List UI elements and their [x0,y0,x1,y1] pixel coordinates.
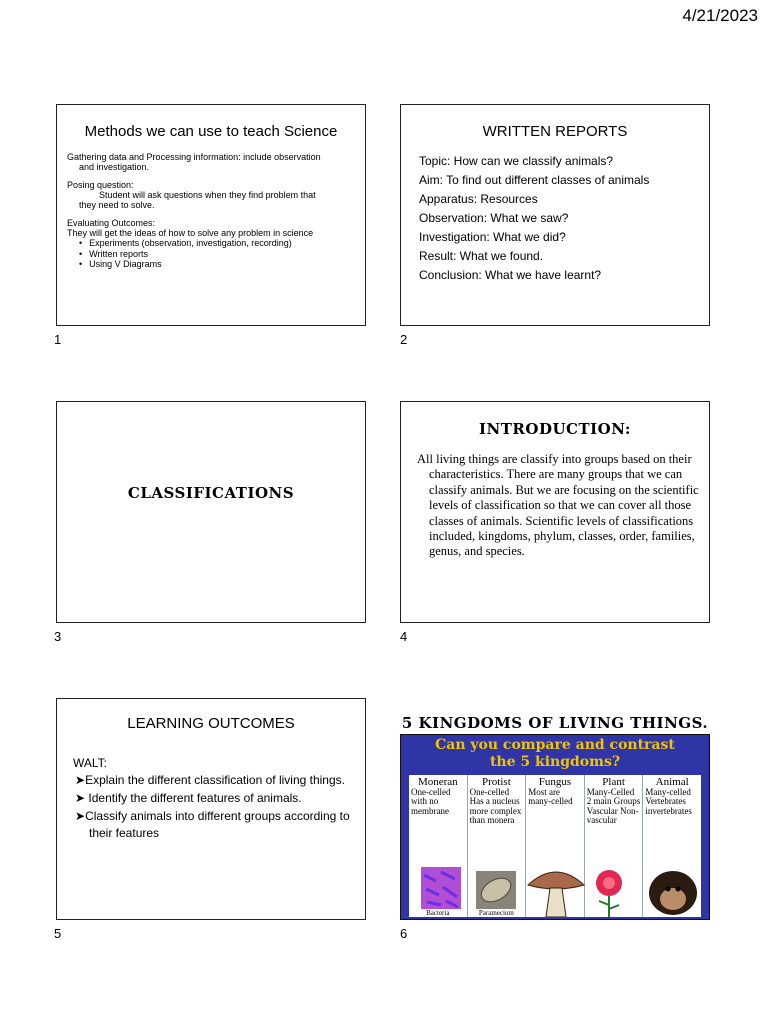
kingdom-desc: Most are many-celled [528,787,573,807]
slide-1-text: Gathering data and Processing information: include observation [67,152,321,162]
slide-6-five-kingdoms [400,698,710,920]
kingdoms-table [409,775,701,917]
kingdom-name: Protist [482,776,511,788]
slide-4-title: INTRODUCTION: [479,420,631,438]
slide-1-text: Posing question: [67,179,134,190]
kingdom-column [409,775,468,917]
kingdoms-panel [400,734,710,920]
question-line: the 5 kingdoms? [489,753,621,770]
kingdom-desc: Many-celled Vertebrates invertebrates [645,787,692,816]
kingdom-column [526,775,585,917]
mushroom-image [526,863,586,917]
chimpanzee-image [645,867,701,917]
slide-2-written-reports [400,104,710,326]
print-date: 4/21/2023 [682,6,758,25]
report-row: Conclusion: What we have learnt? [419,268,602,282]
outcome-text: Classify animals into different groups according to their features [85,809,350,840]
kingdom-name: Animal [655,776,689,788]
flower-image [589,867,629,917]
slide-4-introduction [400,401,710,623]
image-caption: Bacteria [426,909,450,917]
question-text [401,737,709,771]
page-number: 3 [54,629,62,644]
slide-1-body [57,140,365,269]
kingdom-desc: One-celled Has a nucleus more complex than monera [469,787,522,826]
page-number: 4 [400,629,408,644]
slide-1-bullets [67,238,355,269]
report-row: Observation: What we saw? [419,211,569,225]
outcome-list [57,770,365,841]
kingdom-name: Moneran [417,776,458,788]
page-number: 2 [400,332,408,347]
paramecium-image [476,871,516,909]
outcome-text: Explain the different classification of living things. [85,773,345,787]
outcome-item [73,772,357,788]
outcome-item [73,808,357,840]
slide-3-title: CLASSIFICATIONS [127,484,295,502]
image-caption: Paramecium [478,909,514,917]
slide-4-paragraph: All living things are classify into groups based on their characteristics. There are many groups that we can classify animals. But we are focusing on the scientific levels of classification so that we can cover all those classes of animals. Scientific levels of classifications included, kingdoms, phylum, classes, order, families, genus, and species. [417,452,699,559]
kingdom-desc: Many-Celled 2 main Groups Vascular Non-vascular [586,787,641,826]
arrow-bullet-icon: ➤ [75,809,86,824]
kingdom-desc: One-celled with no membrane [411,787,451,816]
bullet-item: • Experiments (observation, investigation, recording) [79,238,355,248]
slide-1-methods [56,104,366,326]
question-line: Can you compare and contrast [435,737,675,753]
kingdom-column [468,775,527,917]
walt-label: WALT: [73,756,108,770]
kingdom-column [643,775,701,917]
outcome-text: Identify the different features of animals. [88,791,302,806]
slide-1-text: Evaluating Outcomes: [67,217,156,228]
slide-1-title: Methods we can use to teach Science [84,123,338,140]
arrow-bullet-icon: ➤ [75,791,86,806]
slide-2-list [401,140,709,282]
bacteria-image [421,867,461,909]
slide-6-title: 5 KINGDOMS OF LIVING THINGS. [401,714,709,732]
slide-3-classifications [56,401,366,623]
kingdom-name: Fungus [538,776,572,788]
slide-5-learning-outcomes [56,698,366,920]
outcome-item [73,790,357,806]
page-number: 1 [54,332,62,347]
slide-1-text: Student will ask questions when they find problem that [99,190,316,201]
slide-1-text: and investigation. [79,162,150,173]
report-row: Result: What we found. [419,249,544,263]
page-number: 6 [400,926,408,941]
kingdom-column [585,775,644,917]
report-row: Aim: To find out different classes of animals [419,173,650,187]
kingdom-name: Plant [602,776,625,788]
bullet-item: • Using V Diagrams [79,259,355,269]
bullet-item: • Written reports [79,249,355,259]
slide-1-text: they need to solve. [79,200,155,211]
arrow-bullet-icon: ➤ [75,773,86,787]
report-row: Topic: How can we classify animals? [419,154,614,168]
report-row: Investigation: What we did? [419,230,566,244]
slide-5-title: LEARNING OUTCOMES [127,715,295,732]
slide-2-title: WRITTEN REPORTS [482,123,628,140]
page-number: 5 [54,926,62,941]
slide-1-text: They will get the ideas of how to solve any problem in science [67,228,314,239]
report-row: Apparatus: Resources [419,192,538,206]
